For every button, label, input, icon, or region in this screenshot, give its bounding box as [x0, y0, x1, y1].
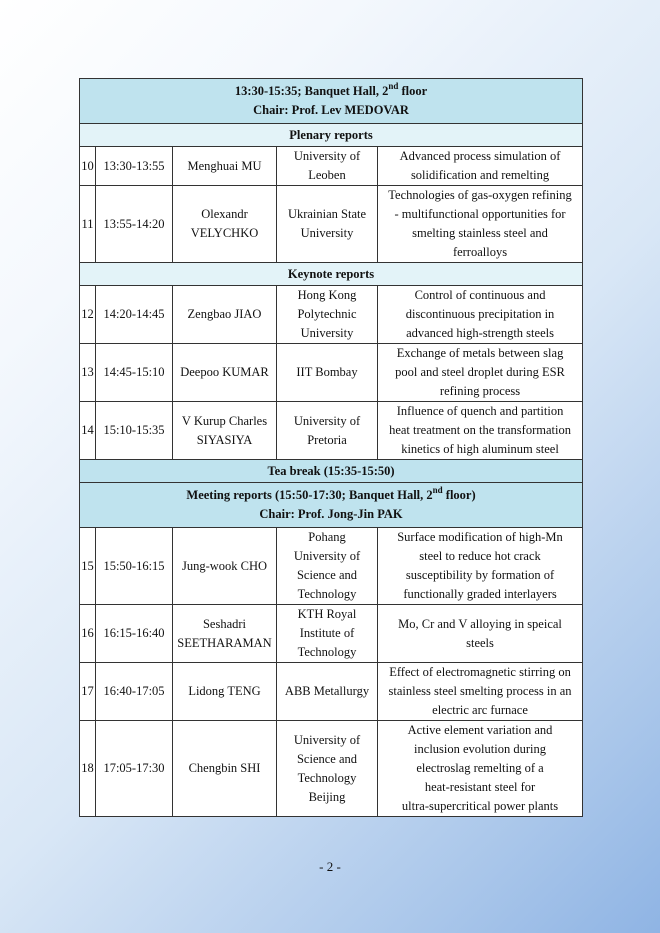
talk-title [378, 186, 583, 263]
speaker-affiliation-line: Polytechnic [297, 307, 357, 321]
talk-number: 18 [80, 721, 96, 817]
talk-time: 15:50-16:15 [96, 528, 173, 605]
table-row [80, 663, 583, 721]
keynote-header [80, 263, 583, 286]
speaker-affiliation-line: University [300, 226, 354, 240]
ordinal-suffix: nd [388, 81, 399, 91]
plenary-header [80, 124, 583, 147]
speaker-affiliation-line: Beijing [308, 789, 346, 804]
talk-title [378, 402, 583, 460]
talk-title-line: ultra-supercritical power plants [401, 799, 559, 813]
talk-title-line: solidification and remelting [410, 168, 550, 182]
talk-number: 11 [80, 186, 96, 263]
schedule-table [79, 78, 583, 817]
speaker-name-line: Jung-wook CHO [181, 558, 268, 573]
talk-title-line: pool and steel droplet during ESR [395, 365, 565, 379]
talk-title-line: ferroalloys [452, 245, 508, 259]
talk-time: 13:55-14:20 [96, 186, 173, 263]
speaker-name-line: Deepoo KUMAR [180, 365, 269, 379]
talk-title-line: Advanced process simulation of [399, 149, 561, 163]
speaker-name-line: Menghuai MU [187, 158, 262, 173]
talk-title-line: functionally graded interlayers [403, 587, 557, 601]
talk-title-line: refining process [439, 384, 521, 398]
speaker-affiliation [277, 605, 378, 663]
talk-title-line: steel to reduce hot crack [419, 549, 541, 563]
speaker-affiliation-line: University of [293, 149, 361, 163]
talk-title-line: steels [466, 635, 494, 650]
speaker-affiliation [277, 344, 378, 402]
table-row [80, 286, 583, 344]
speaker-affiliation-line: ABB Metallurgy [284, 684, 370, 698]
table-row [80, 605, 583, 663]
talk-title [378, 147, 583, 186]
speaker-affiliation-line: Science and [296, 568, 358, 582]
speaker-name [173, 663, 277, 721]
talk-time: 15:10-15:35 [96, 402, 173, 460]
speaker-affiliation-line: KTH Royal [297, 607, 357, 621]
tea-break-label: Tea break (15:35-15:50) [80, 460, 583, 483]
session-header [80, 79, 583, 124]
session-title [82, 82, 580, 101]
talk-title [378, 721, 583, 817]
talk-title-line: kinetics of high aluminum steel [401, 442, 559, 456]
talk-time: 16:40-17:05 [96, 663, 173, 721]
talk-title [378, 528, 583, 605]
speaker-affiliation-line: Pretoria [307, 432, 347, 447]
talk-title-line: Mo, Cr and V alloying in speical [398, 616, 562, 631]
speaker-name-line: V Kurup Charles [181, 413, 268, 428]
table-row [80, 147, 583, 186]
speaker-name [173, 286, 277, 344]
talk-title [378, 663, 583, 721]
talk-number: 12 [80, 286, 96, 344]
speaker-name [173, 528, 277, 605]
tea-break [80, 460, 583, 483]
talk-title [378, 344, 583, 402]
talk-title-line: heat treatment on the transformation [389, 423, 571, 437]
speaker-affiliation-line: Leoben [308, 168, 346, 182]
keynote-title: Keynote reports [80, 263, 583, 286]
talk-time: 16:15-16:40 [96, 605, 173, 663]
talk-title-line: - multifunctional opportunities for [394, 207, 566, 221]
table-row [80, 528, 583, 605]
page-number: - 2 - [319, 859, 341, 874]
talk-number: 13 [80, 344, 96, 402]
speaker-affiliation-line: Hong Kong [297, 288, 357, 302]
meeting-chair: Chair: Prof. Jong-Jin PAK [259, 507, 403, 521]
talk-number: 17 [80, 663, 96, 721]
meeting-header [80, 483, 583, 528]
speaker-name [173, 605, 277, 663]
talk-title-line: Control of continuous and [414, 288, 546, 302]
talk-title-line: Influence of quench and partition [396, 404, 564, 418]
speaker-affiliation [277, 186, 378, 263]
speaker-name-line: Chengbin SHI [188, 761, 261, 775]
speaker-affiliation-line: Technology [297, 587, 357, 601]
talk-number: 14 [80, 402, 96, 460]
speaker-affiliation-line: Technology [297, 770, 357, 785]
talk-title-line: Active element variation and [407, 723, 553, 737]
talk-time: 13:30-13:55 [96, 147, 173, 186]
speaker-name [173, 344, 277, 402]
speaker-affiliation-line: University of [293, 549, 361, 563]
speaker-name-line: SEETHARAMAN [177, 635, 272, 650]
speaker-name-line: Lidong TENG [188, 684, 261, 698]
speaker-affiliation [277, 721, 378, 817]
speaker-affiliation [277, 286, 378, 344]
talk-title-line: smelting stainless steel and [412, 226, 548, 240]
speaker-affiliation-line: Ukrainian State [287, 207, 367, 221]
title-text: floor) [442, 488, 476, 502]
speaker-affiliation-line: Technology [297, 645, 357, 659]
talk-title-line: Surface modification of high-Mn [397, 530, 563, 544]
speaker-name-line: Seshadri [202, 616, 247, 631]
speaker-affiliation [277, 663, 378, 721]
title-text: floor [398, 84, 428, 98]
speaker-affiliation-line: University of [293, 413, 361, 428]
talk-time: 17:05-17:30 [96, 721, 173, 817]
talk-title-line: Effect of electromagnetic stirring on [389, 665, 571, 679]
talk-title-line: stainless steel smelting process in an [388, 684, 572, 698]
table-row [80, 721, 583, 817]
speaker-affiliation [277, 402, 378, 460]
speaker-affiliation-line: University [300, 326, 354, 340]
speaker-name [173, 186, 277, 263]
talk-title-line: electroslag remelting of a [416, 761, 544, 775]
talk-title-line: advanced high-strength steels [406, 326, 554, 340]
plenary-title: Plenary reports [80, 124, 583, 147]
speaker-name-line: SIYASIYA [196, 432, 253, 447]
table-row [80, 186, 583, 263]
ordinal-suffix: nd [432, 485, 443, 495]
talk-number: 10 [80, 147, 96, 186]
meeting-title [82, 486, 580, 505]
title-text: 13:30-15:35; Banquet Hall, 2 [234, 84, 389, 98]
talk-time: 14:45-15:10 [96, 344, 173, 402]
talk-title-line: heat-resistant steel for [424, 780, 536, 794]
speaker-name-line: VELYCHKO [190, 226, 259, 240]
talk-title-line: electric arc furnace [432, 703, 528, 717]
speaker-name [173, 147, 277, 186]
table-row [80, 344, 583, 402]
speaker-affiliation [277, 147, 378, 186]
talk-title-line: Technologies of gas-oxygen refining [388, 188, 572, 202]
title-text: Meeting reports (15:50-17:30; Banquet Hall, 2 [186, 488, 433, 502]
session-chair: Chair: Prof. Lev MEDOVAR [253, 103, 409, 117]
talk-title-line: discontinuous precipitation in [405, 307, 555, 321]
talk-title-line: Exchange of metals between slag [396, 346, 564, 360]
talk-number: 16 [80, 605, 96, 663]
speaker-name-line: Zengbao JIAO [187, 307, 262, 321]
speaker-affiliation-line: Institute of [299, 626, 355, 640]
speaker-affiliation-line: University of [293, 732, 361, 747]
speaker-affiliation-line: IIT Bombay [296, 365, 358, 379]
table-row [80, 402, 583, 460]
speaker-name [173, 721, 277, 817]
talk-time: 14:20-14:45 [96, 286, 173, 344]
talk-number: 15 [80, 528, 96, 605]
talk-title [378, 605, 583, 663]
speaker-affiliation-line: Science and [296, 751, 358, 766]
speaker-name-line: Olexandr [201, 207, 248, 221]
talk-title-line: susceptibility by formation of [405, 568, 555, 582]
talk-title-line: inclusion evolution during [414, 742, 546, 756]
talk-title [378, 286, 583, 344]
speaker-affiliation [277, 528, 378, 605]
speaker-name [173, 402, 277, 460]
speaker-affiliation-line: Pohang [308, 530, 346, 544]
